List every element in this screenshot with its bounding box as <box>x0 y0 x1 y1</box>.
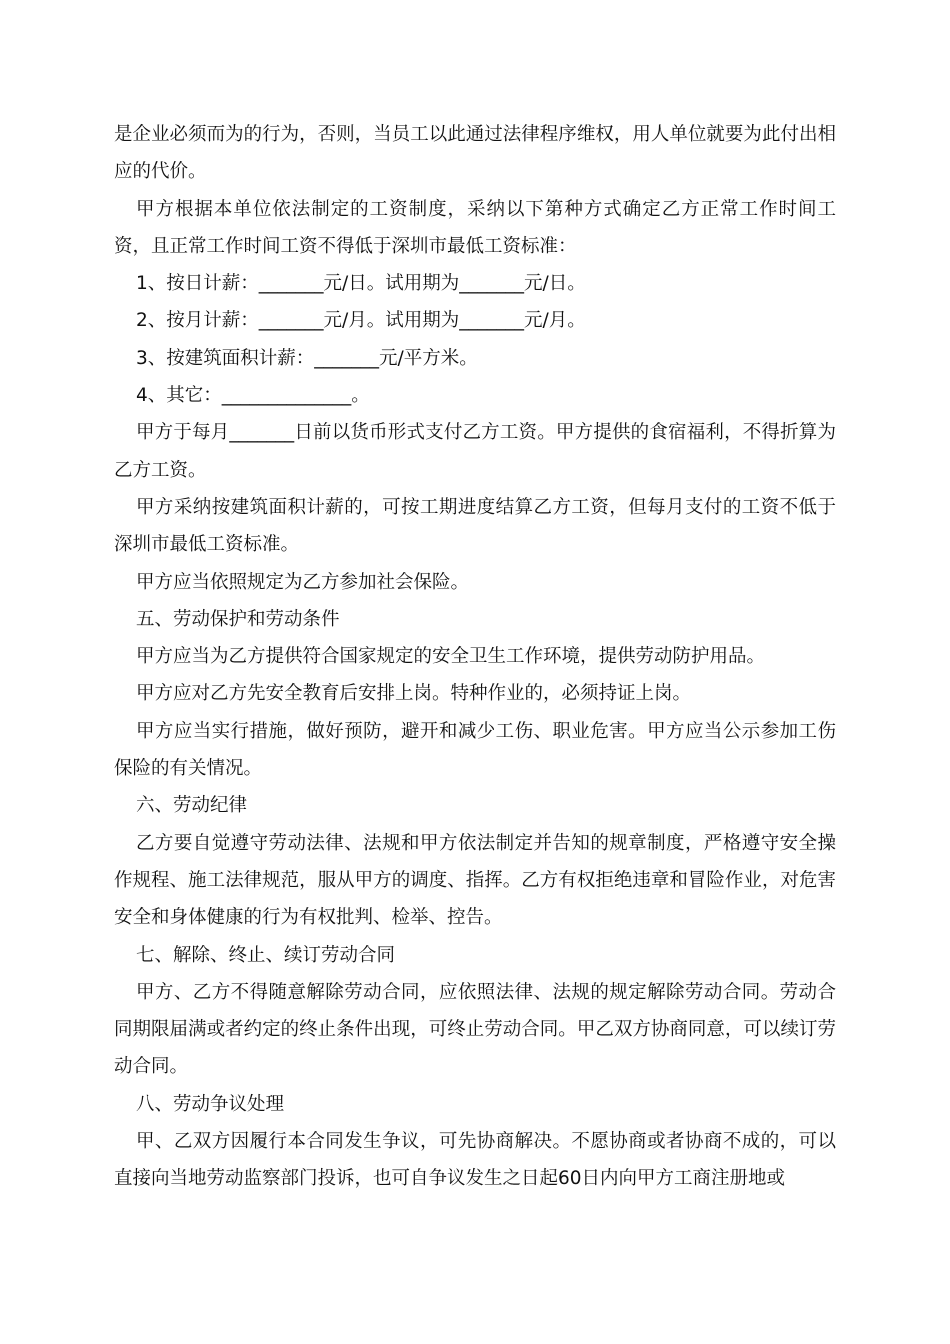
paragraph-area-settlement: 甲方采纳按建筑面积计薪的，可按工期进度结算乙方工资，但每月支付的工资不低于深圳市最低工资标准。 <box>114 496 836 556</box>
paragraph-discipline: 乙方要自觉遵守劳动法律、法规和甲方依法制定并告知的规章制度，严格遵守安全操作规程、施工法律规范，服从甲方的调度、指挥。乙方有权拒绝违章和冒险作业，对危害安全和身体健康的行为有权批判、检举、控告。 <box>114 832 836 929</box>
paragraph-safety-environment: 甲方应当为乙方提供符合国家规定的安全卫生工作环境，提供劳动防护用品。 <box>136 646 766 668</box>
section-heading-7: 七、解除、终止、续订劳动合同 <box>136 944 396 966</box>
paragraph-safety-education: 甲方应对乙方先安全教育后安排上岗。特种作业的，必须持证上岗。 <box>136 683 692 705</box>
list-item-other-pay: 4、其它：______________。 <box>136 385 370 407</box>
section-heading-8: 八、劳动争议处理 <box>136 1093 285 1115</box>
list-item-daily-pay: 1、按日计薪：_______元/日。试用期为_______元/日。 <box>136 273 586 295</box>
paragraph-continuation: 是企业必须而为的行为，否则，当员工以此通过法律程序维权，用人单位就要为此付出相应的代价。 <box>114 124 836 183</box>
paragraph-wage-system: 甲方根据本单位依法制定的工资制度，采纳以下第种方式确定乙方正常工作时间工资，且正常工作时间工资不得低于深圳市最低工资标准： <box>114 198 836 257</box>
paragraph-dispute: 甲、乙双方因履行本合同发生争议，可先协商解决。不愿协商或者协商不成的，可以直接向当地劳动监察部门投诉，也可自争议发生之日起60日内向甲方工商注册地或 <box>114 1131 836 1190</box>
list-item-monthly-pay: 2、按月计薪：_______元/月。试用期为_______元/月。 <box>136 310 586 332</box>
document-body <box>114 116 836 1198</box>
paragraph-injury-prevention: 甲方应当实行措施，做好预防，避开和减少工伤、职业危害。甲方应当公示参加工伤保险的有关情况。 <box>114 720 836 780</box>
paragraph-social-insurance: 甲方应当依照规定为乙方参加社会保险。 <box>136 571 470 593</box>
paragraph-termination: 甲方、乙方不得随意解除劳动合同，应依照法律、法规的规定解除劳动合同。劳动合同期限届满或者约定的终止条件出现，可终止劳动合同。甲乙双方协商同意，可以续订劳动合同。 <box>114 981 836 1078</box>
list-item-area-pay: 3、按建筑面积计薪：_______元/平方米。 <box>136 347 478 369</box>
paragraph-pay-date: 甲方于每月_______日前以货币形式支付乙方工资。甲方提供的食宿福利，不得折算为乙方工资。 <box>114 422 836 481</box>
section-heading-5: 五、劳动保护和劳动条件 <box>136 608 340 630</box>
section-heading-6: 六、劳动纪律 <box>136 795 248 817</box>
